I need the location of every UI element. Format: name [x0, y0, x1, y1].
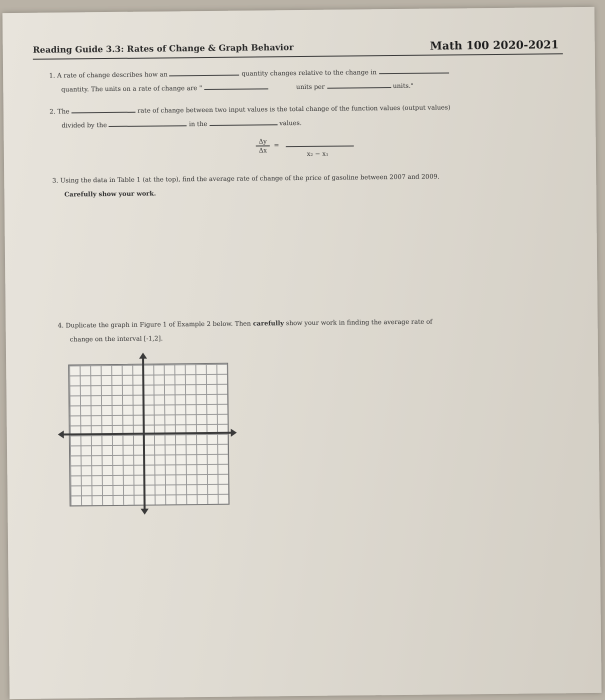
q3-text: Using the data in Table 1 (at the top), find the average rate of change of the price of gasoline between 2007 and 2009.: [60, 173, 440, 185]
course-title: Math 100 2020-2021: [429, 38, 559, 53]
y-axis-arrow-down: [141, 509, 149, 515]
q2-blank-2[interactable]: [109, 119, 187, 127]
q2-blank-3[interactable]: [209, 118, 277, 126]
q2-blank-1[interactable]: [71, 106, 135, 114]
q2-line2: [62, 118, 302, 130]
q1-text-c: quantity. The units on a rate of change are ": [61, 85, 203, 94]
q1-text-a: A rate of change describes how an: [57, 71, 168, 80]
q2-text-e: values.: [279, 119, 302, 128]
q4-line1: [58, 320, 433, 330]
delta-x: Δx: [258, 147, 267, 155]
q1-text-b: quantity changes relative to the change in: [241, 69, 377, 78]
q3-line2: [64, 192, 156, 199]
q1-text-e: units.": [392, 82, 414, 91]
q1-blank-4[interactable]: [327, 81, 391, 89]
delta-fraction: [256, 138, 270, 158]
q2-line1: [49, 102, 450, 115]
q1-blank-2[interactable]: [379, 66, 449, 74]
q4-text-a: Duplicate the graph in Figure 1 of Example 2 below. Then: [65, 320, 251, 330]
q2-text-d: in the: [188, 120, 208, 129]
q4-text-bold: carefully: [252, 320, 284, 328]
x-axis-arrow-right: [231, 429, 237, 437]
worksheet-page: [2, 7, 601, 699]
q1-line1: [49, 66, 449, 79]
equals-sign: =: [273, 142, 280, 150]
q1-text-d: units per: [296, 83, 325, 92]
q4-number: 4.: [57, 322, 64, 330]
formula-numerator-blank[interactable]: [286, 145, 354, 147]
q1-blank-3[interactable]: [204, 82, 268, 90]
x-axis-arrow-left: [58, 430, 64, 438]
q1-blank-1[interactable]: [170, 69, 240, 77]
delta-y: Δy: [258, 138, 267, 146]
worksheet-title: Reading Guide 3.3: Rates of Change & Graph Behavior: [32, 43, 294, 56]
q4-text-b: show your work in finding the average rate of: [285, 318, 433, 328]
q3-number: 3.: [52, 177, 59, 185]
q2-text-a: The: [57, 108, 70, 116]
q4-line2: [70, 336, 163, 343]
q1-number: 1.: [49, 72, 56, 80]
q2-text-b: rate of change between two input values is the total change of the function values (output values): [137, 104, 451, 115]
y-axis-arrow-up: [139, 353, 147, 359]
q4-interval-text: change on the interval [-1,2].: [69, 335, 163, 344]
q3-line1: [52, 175, 439, 185]
q2-text-c: divided by the: [61, 122, 107, 130]
q1-line2: [61, 81, 413, 94]
header: [33, 33, 563, 60]
q3-instruction: Carefully show your work.: [64, 190, 157, 199]
formula-denominator: x₂ − x₁: [306, 150, 329, 158]
q2-number: 2.: [49, 108, 56, 116]
fraction-bar: [256, 145, 270, 146]
